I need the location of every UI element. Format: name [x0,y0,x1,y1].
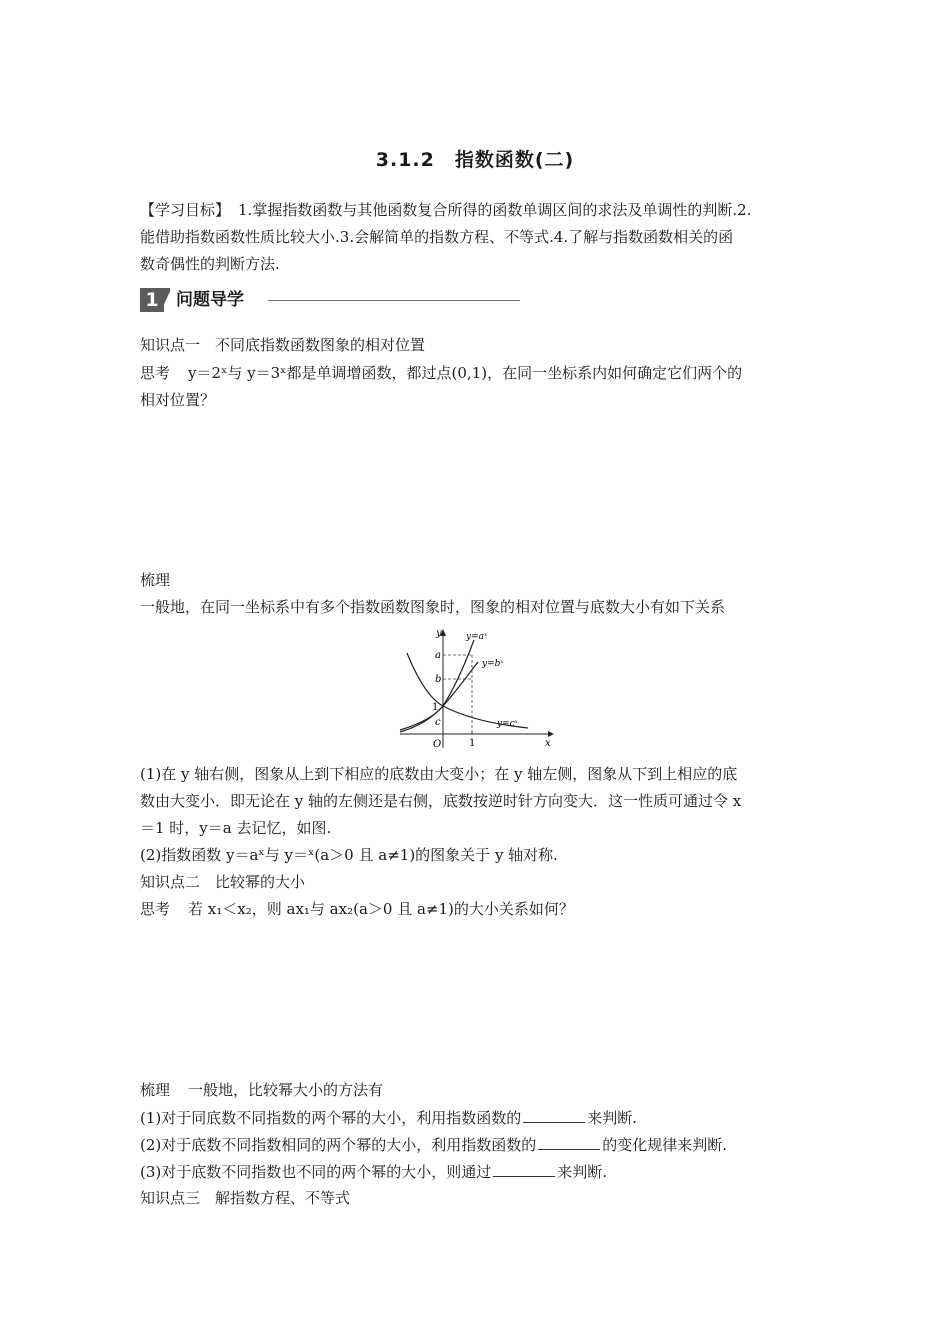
kp2-item-2-tail: 的变化规律来判断. [602,1136,728,1154]
page-title: 3.1.2 指数函数(二) [375,149,575,171]
curve-label-a: y=aˣ [466,632,488,642]
section-number: 1 [140,288,164,312]
kp1-think-line-1 [140,364,742,382]
kp2-item-3-blank[interactable] [493,1162,555,1177]
section-number-corner [162,288,170,312]
kp1-think-label: 思考 [140,364,171,382]
kp2-summary-label: 梳理 [140,1081,171,1099]
objectives-label: 【学习目标】 [140,201,231,219]
kp2-item-3-tail: 来判断. [557,1163,608,1181]
curve-label-b: y=bˣ [482,659,504,669]
kp2-summary-line [140,1081,383,1099]
objectives-line-3: 数奇偶性的判断方法. [140,255,280,273]
origin-label: O [433,739,442,750]
kp2-item-1 [140,1108,637,1127]
kp2-think-line [140,900,574,918]
kp2-item-2-blank[interactable] [538,1135,600,1150]
kp2-item-2-text: (2)对于底数不同指数相同的两个幂的大小，利用指数函数的 [140,1136,537,1154]
kp2-summary-intro: 一般地，比较幂大小的方法有 [188,1081,384,1099]
kp1-heading: 知识点一 不同底指数函数图象的相对位置 [140,336,426,354]
objectives-line-1 [140,201,751,219]
mark-c: c [435,717,441,728]
kp1-note-2: 数由大变小．即无论在 y 轴的左侧还是右侧，底数按逆时针方向变大．这一性质可通过令 x [140,792,742,810]
section-label: 问题导学 [176,290,244,310]
kp2-think-label: 思考 [140,900,171,918]
x-axis-label: x [545,738,551,749]
kp2-item-2 [140,1135,727,1154]
x-tick-label: 1 [469,738,476,749]
kp1-note-3: ＝1 时，y＝a 去记忆，如图. [140,819,332,837]
kp2-item-3 [140,1162,607,1181]
kp2-item-3-text: (3)对于底数不同指数也不同的两个幂的大小，则通过 [140,1163,492,1181]
kp1-note-4: (2)指数函数 y＝aˣ与 y＝ˣ(a＞0 且 a≠1)的图象关于 y 轴对称. [140,846,558,864]
exponential-graph-figure [392,622,562,752]
kp1-think-text-1: y＝2ˣ与 y＝3ˣ都是单调增函数，都过点(0,1)，在同一坐标系内如何确定它们两个的 [188,364,743,382]
kp1-summary-intro: 一般地，在同一坐标系中有多个指数函数图象时，图象的相对位置与底数大小有如下关系 [140,598,726,616]
kp2-item-1-blank[interactable] [523,1108,585,1123]
kp3-heading: 知识点三 解指数方程、不等式 [140,1189,351,1207]
kp1-think-line-2: 相对位置？ [140,391,216,409]
kp1-note-1: (1)在 y 轴右侧，图象从上到下相应的底数由大变小；在 y 轴左侧，图象从下到上相应的底 [140,765,738,783]
kp2-item-1-tail: 来判断. [587,1109,638,1127]
x-axis-arrow [548,731,554,737]
section-rule [268,300,520,301]
kp1-summary-label: 梳理 [140,571,171,589]
mark-a: a [435,650,441,661]
y-one-label: 1 [432,702,439,713]
objectives-line-2: 能借助指数函数性质比较大小.3.会解简单的指数方程、不等式.4.了解与指数函数相关的函 [140,228,734,246]
mark-b: b [435,674,442,685]
kp2-item-1-text: (1)对于同底数不同指数的两个幂的大小，利用指数函数的 [140,1109,522,1127]
y-axis-label: y [436,628,442,639]
objectives-text-1: 1.掌握指数函数与其他函数复合所得的函数单调区间的求法及单调性的判断.2. [238,201,752,219]
curve-label-c: y=cˣ [497,719,518,729]
kp2-think-text: 若 x₁＜x₂，则 ax₁与 ax₂(a＞0 且 a≠1)的大小关系如何？ [188,900,574,918]
kp2-heading: 知识点二 比较幂的大小 [140,873,306,891]
curve-c [407,653,528,728]
